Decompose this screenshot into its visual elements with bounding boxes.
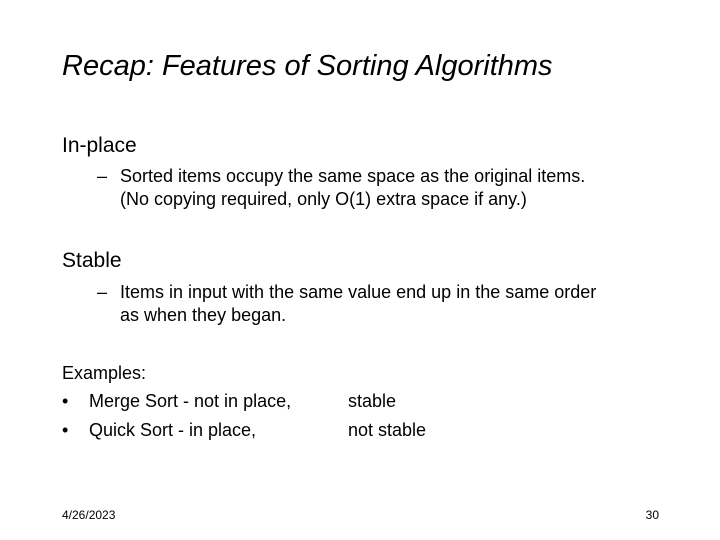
example-stability: not stable	[348, 420, 427, 440]
in-place-text	[120, 165, 585, 211]
example-name: Merge Sort - not in place,	[89, 391, 292, 411]
stable-line-1: Items in input with the same value end up in the same order	[120, 282, 597, 302]
bullet-icon: •	[62, 391, 69, 411]
stable-line-2: as when they began.	[120, 305, 287, 325]
examples-label: Examples:	[62, 363, 147, 383]
bullet-icon: •	[62, 420, 69, 440]
dash-bullet: –	[97, 166, 108, 186]
example-name: Quick Sort - in place,	[89, 420, 257, 440]
footer-date: 4/26/2023	[62, 508, 116, 522]
slide-title: Recap: Features of Sorting Algorithms	[62, 50, 553, 82]
example-stability: stable	[348, 391, 397, 411]
stable-description	[97, 281, 596, 327]
stable-text	[120, 281, 596, 327]
heading-stable: Stable	[62, 249, 122, 272]
in-place-line-1: Sorted items occupy the same space as the original items.	[120, 166, 586, 186]
in-place-line-2: (No copying required, only O(1) extra space if any.)	[120, 189, 527, 209]
footer-page-number: 30	[645, 508, 659, 522]
dash-bullet: –	[97, 282, 108, 302]
in-place-description	[97, 165, 585, 211]
heading-in-place: In-place	[62, 134, 137, 157]
